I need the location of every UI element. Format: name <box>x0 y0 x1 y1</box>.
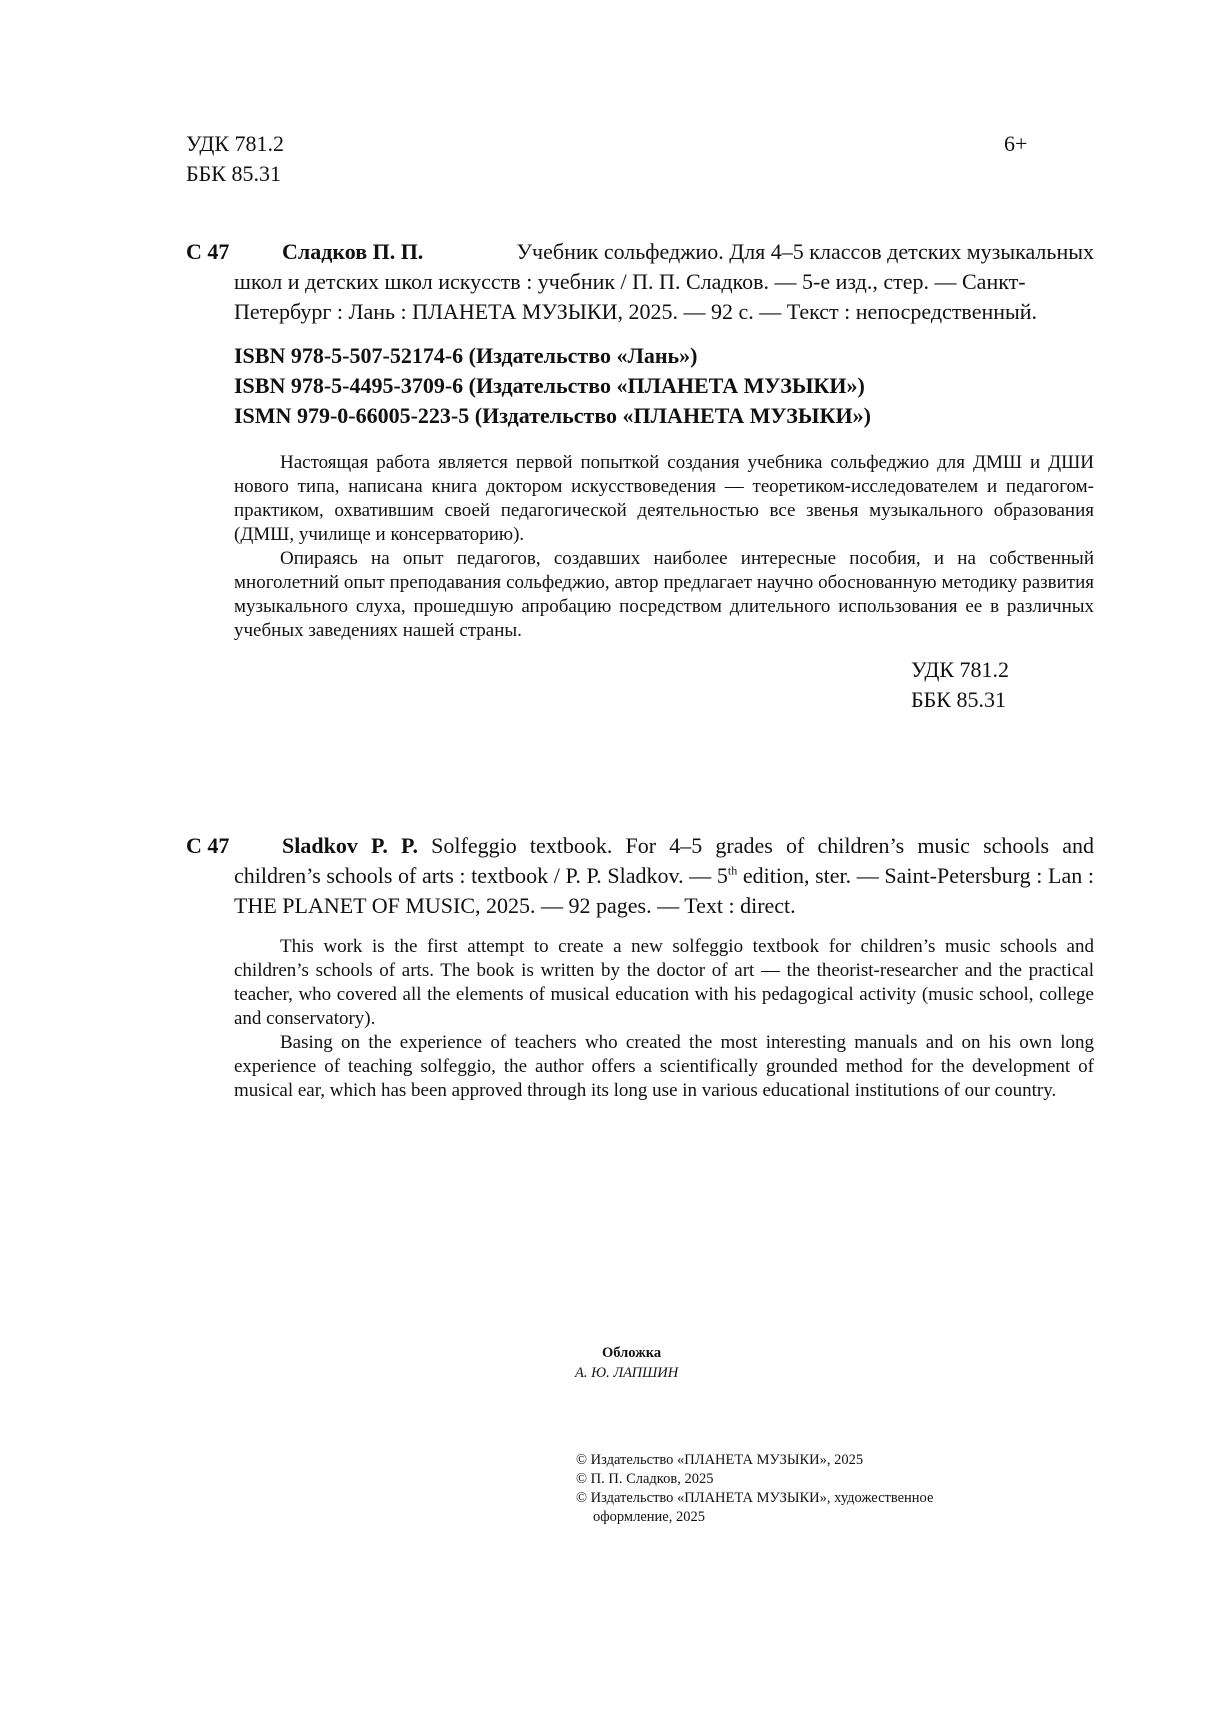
cover-label: Обложка <box>602 1345 662 1361</box>
isbn-planet: ISBN 978-5-4495-3709-6 (Издательство «ПЛАНЕТА МУЗЫКИ») <box>234 373 865 398</box>
ru-abstract-p1: Настоящая работа является первой попыткой создания учебника сольфеджио для ДМШ и ДШИ нового типа, написана книга доктором искусствоведения — теоретиком-исследователем и педагогом-практиком, охватившим своей педагогической деятельностью все звенья музыкального образования (ДМШ, училище и консерваторию). <box>234 452 1094 545</box>
abstract-codes <box>911 655 1009 715</box>
copyright-block <box>576 1451 996 1527</box>
udk-code: УДК 781.2 <box>186 131 285 156</box>
isbn-block <box>234 341 871 431</box>
ru-abstract-p2: Опираясь на опыт педагогов, создавших наиболее интересные пособия, и на собственный многолетний опыт преподавания сольфеджио, автор предлагает научно обоснованную методику развития музыкального слуха, прошедшую апробацию посредством длительного использования ее в различных учебных заведениях нашей страны. <box>234 548 1094 641</box>
en-entry-sup: th <box>727 863 738 878</box>
ismn-planet: ISMN 979-0-66005-223-5 (Издательство «ПЛАНЕТА МУЗЫКИ») <box>234 403 871 428</box>
en-entry-author: Sladkov P. P. <box>282 833 418 858</box>
ru-entry-code: С 47 <box>186 239 230 264</box>
en-abstract-p1: This work is the first attempt to create a new solfeggio textbook for children’s music schools and children’s schools of arts. The book is written by the doctor of art — the theorist-researcher and the practical teacher, who covered all the elements of musical education with his pedagogical activity (music school, college and conservatory). <box>234 936 1094 1029</box>
en-bibliographic-entry <box>186 831 1094 921</box>
bbk-code: ББК 85.31 <box>186 161 281 186</box>
copyright-line-3: © Издательство «ПЛАНЕТА МУЗЫКИ», художественное оформление, 2025 <box>576 1490 934 1525</box>
udk-code-2: УДК 781.2 <box>911 657 1010 682</box>
en-entry-text2: edition, ster. — Saint-Petersburg : Lan : THE PLANET OF MUSIC, 2025. — 92 pages. — Text : direct. <box>234 863 1094 918</box>
header-codes <box>186 129 284 189</box>
copyright-line-1: © Издательство «ПЛАНЕТА МУЗЫКИ», 2025 <box>576 1452 864 1468</box>
age-rating: 6+ <box>1004 131 1028 156</box>
ru-abstract <box>234 451 1094 643</box>
cover-artist: А. Ю. ЛАПШИН <box>575 1365 679 1381</box>
ru-entry-author: Сладков П. П. <box>282 239 424 264</box>
copyright-line-2: © П. П. Сладков, 2025 <box>576 1471 714 1487</box>
en-abstract-p2: Basing on the experience of teachers who created the most interesting manuals and on his own long experience of teaching solfeggio, the author offers a scientifically grounded method for the development of musical ear, which has been approved through its long use in various educational institutions of our country. <box>234 1032 1094 1101</box>
ru-entry-line2: школ и детских школ искусств : учебник / П. П. Сладков. — 5-е изд., стер. — Санкт- <box>234 269 1026 294</box>
en-entry-code: С 47 <box>186 833 230 858</box>
bbk-code-2: ББК 85.31 <box>911 687 1006 712</box>
en-entry-text1: Solfeggio textbook. For 4–5 grades of children’s music schools and children’s schools of arts : textbook / P. P. Sladkov. — 5 <box>234 833 1095 888</box>
en-abstract <box>234 935 1094 1103</box>
ru-entry-line3: Петербург : Лань : ПЛАНЕТА МУЗЫКИ, 2025. — 92 с. — Текст : непосредственный. <box>234 299 1038 324</box>
isbn-lan: ISBN 978-5-507-52174-6 (Издательство «Лань») <box>234 343 698 368</box>
ru-bibliographic-entry <box>186 237 1094 327</box>
ru-entry-title: Учебник сольфеджио. Для 4–5 классов детских музыкальных <box>516 239 1094 264</box>
